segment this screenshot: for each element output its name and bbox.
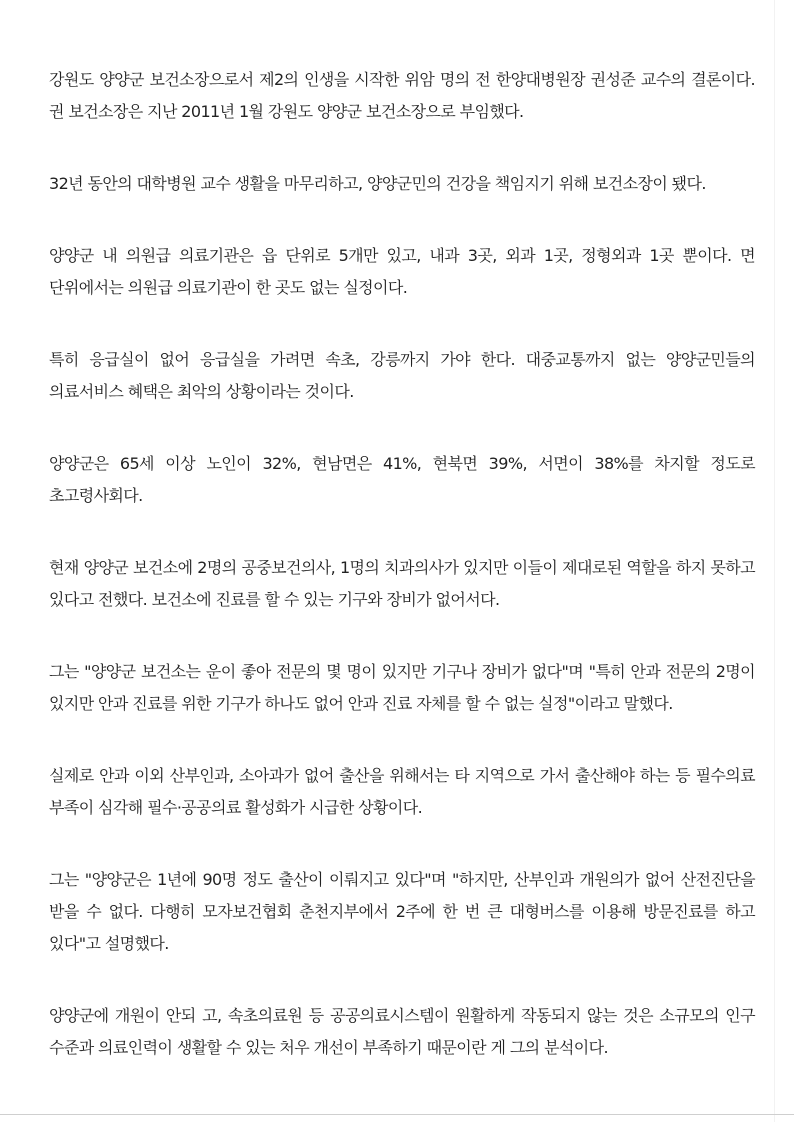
paragraph-9: 그는 "양양군은 1년에 90명 정도 출산이 이뤄지고 있다"며 "하지만, 산부인과 개원의가 없어 산전진단을 받을 수 없다. 다행히 모자보건협회 춘천지부에서 2주에 한 번 큰 대형버스를 이용해 방문진료를 하고 있다"고 설명했다. <box>49 870 755 953</box>
scan-edge-divider <box>774 0 775 1122</box>
paragraph-7: 그는 "양양군 보건소는 운이 좋아 전문의 몇 명이 있지만 기구나 장비가 없다"며 "특히 안과 전문의 2명이 있지만 안과 진료를 위한 기구가 하나도 없어 안과 진료 자체를 할 수 없는 실정"이라고 말했다. <box>49 662 755 713</box>
paragraph-3: 양양군 내 의원급 의료기관은 읍 단위로 5개만 있고, 내과 3곳, 외과 1곳, 정형외과 1곳 뿐이다. 면 단위에서는 의원급 의료기관이 한 곳도 없는 실정이다. <box>49 246 755 297</box>
bottom-divider <box>0 1114 794 1115</box>
paragraph-8: 실제로 안과 이외 산부인과, 소아과가 없어 출산을 위해서는 타 지역으로 가서 출산해야 하는 등 필수의료 부족이 심각해 필수·공공의료 활성화가 시급한 상황이다. <box>49 766 755 817</box>
article-body <box>49 64 755 1104</box>
paragraph-10: 양양군에 개원이 안되 고, 속초의료원 등 공공의료시스템이 원활하게 작동되지 않는 것은 소규모의 인구 수준과 의료인력이 생활할 수 있는 처우 개선이 부족하기 때문이란 게 그의 분석이다. <box>49 1006 755 1057</box>
paragraph-1: 강원도 양양군 보건소장으로서 제2의 인생을 시작한 위암 명의 전 한양대병원장 권성준 교수의 결론이다. 권 보건소장은 지난 2011년 1월 강원도 양양군 보건소장으로 부임했다. <box>49 70 755 121</box>
paragraph-6: 현재 양양군 보건소에 2명의 공중보건의사, 1명의 치과의사가 있지만 이들이 제대로된 역할을 하지 못하고 있다고 전했다. 보건소에 진료를 할 수 있는 기구와 장비가 없어서다. <box>49 558 755 609</box>
paragraph-2: 32년 동안의 대학병원 교수 생활을 마무리하고, 양양군민의 건강을 책임지기 위해 보건소장이 됐다. <box>49 174 706 193</box>
paragraph-5: 양양군은 65세 이상 노인이 32%, 현남면은 41%, 현북면 39%, 서면이 38%를 차지할 정도로 초고령사회다. <box>49 454 755 505</box>
paragraph-4: 특히 응급실이 없어 응급실을 가려면 속초, 강릉까지 가야 한다. 대중교통까지 없는 양양군민들의 의료서비스 혜택은 최악의 상황이라는 것이다. <box>49 350 755 401</box>
